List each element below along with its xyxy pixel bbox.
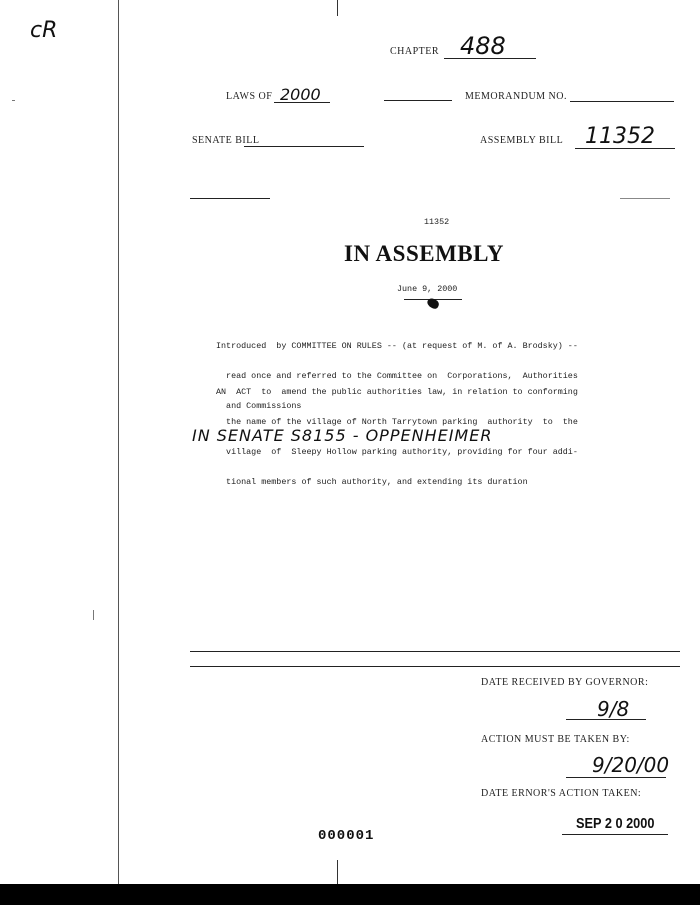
- action-must-underline: [566, 777, 666, 778]
- action-must-label: ACTION MUST BE TAKEN BY:: [481, 734, 630, 745]
- document-number: 000001: [318, 828, 375, 844]
- scan-bottom-bar: [0, 884, 700, 905]
- margin-mark: [12, 100, 15, 101]
- margin-note: cR: [30, 18, 58, 43]
- date-received-label: DATE RECEIVED BY GOVERNOR:: [481, 677, 649, 688]
- act-line: AN ACT to amend the public authorities law, in relation to conforming: [216, 387, 578, 397]
- action-taken-stamp: SEP 2 0 2000: [576, 815, 655, 832]
- separator-line: [190, 198, 270, 199]
- bill-date: June 9, 2000: [397, 284, 458, 294]
- action-taken-underline: [562, 834, 668, 835]
- senate-bill-underline: [244, 146, 364, 147]
- bill-number: 11352: [424, 217, 450, 227]
- senate-note: IN SENATE S8155 - OPPENHEIMER: [192, 426, 493, 445]
- bottom-tick-line: [337, 860, 338, 884]
- act-line: tional members of such authority, and extending its duration: [216, 477, 528, 487]
- memorandum-underline: [570, 101, 674, 102]
- bottom-rule-bottom: [190, 666, 680, 667]
- laws-blank-line: [384, 100, 452, 101]
- act-line: the name of the village of North Tarrytown parking authority to the: [216, 417, 578, 427]
- introduced-line: and Commissions: [216, 401, 302, 411]
- date-received-value: 9/8: [597, 697, 630, 721]
- action-taken-label: DATE ERNOR'S ACTION TAKEN:: [481, 788, 642, 799]
- laws-of-value: 2000: [280, 85, 321, 104]
- action-must-value: 9/20/00: [592, 753, 670, 777]
- left-margin-line: [118, 0, 119, 884]
- margin-mark: [93, 610, 94, 620]
- introduced-line: Introduced by COMMITTEE ON RULES -- (at request of M. of A. Brodsky) --: [216, 341, 578, 351]
- bottom-rule-top: [190, 651, 680, 652]
- memorandum-label: MEMORANDUM NO.: [465, 91, 568, 102]
- top-tick-line: [337, 0, 338, 16]
- faint-separator-line: [620, 198, 670, 199]
- act-line: village of Sleepy Hollow parking authority, providing for four addi-: [216, 447, 578, 457]
- introduced-line: read once and referred to the Committee on Corporations, Authorities: [216, 371, 578, 381]
- chapter-value: 488: [460, 32, 506, 60]
- senate-bill-label: SENATE BILL: [192, 135, 260, 146]
- assembly-bill-value: 11352: [585, 124, 655, 149]
- assembly-bill-label: ASSEMBLY BILL: [480, 135, 564, 146]
- laws-of-label: LAWS OF: [226, 91, 273, 102]
- chapter-label: CHAPTER: [390, 46, 440, 57]
- bill-title: IN ASSEMBLY: [344, 241, 504, 266]
